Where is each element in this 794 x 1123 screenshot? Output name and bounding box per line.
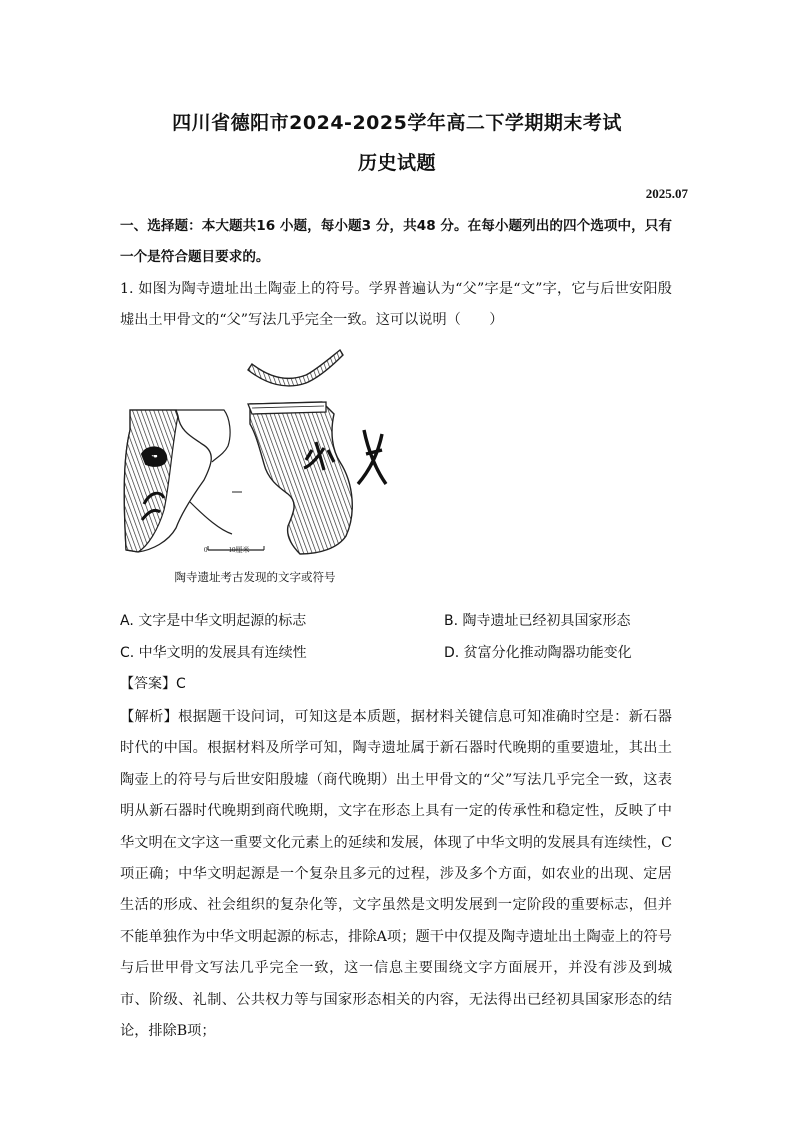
option-b: B. 陶寺遗址已经初具国家形态 [444,613,631,629]
figure-caption: 陶寺遗址考古发现的文字或符号 [174,570,336,584]
question-1-stem: 1. 如图为陶寺遗址出土陶壶上的符号。学界普遍认为“父”字是“文”字，它与后世安阳殷墟出土甲骨文的“父”写法几乎完全一致。这可以说明（ ） [120,281,672,329]
exam-date: 2025.07 [645,186,688,201]
analysis-text: 根据题干设问词，可知这是本质题，据材料关键信息可知准确时空是：新石器时代的中国。根据材料及所学可知，陶寺遗址属于新石器时代晚期的重要遗址，其出土陶壶上的符号与后世安阳殷墟（商代晚期）出土甲骨文的“父”写法几乎完全一致，这表明从新石器时代晚期到商代晚期，文字在形态上具有一定的传承性和稳定性，反映了中华文明在文字这一重要文化元素上的延续和发展，体现了中华文明的发展具有连续性，C项正确；中华文明起源是一个复杂且多元的过程，涉及多个方面，如农业的出现、定居生活的形成、社会组织的复杂化等，文字虽然是文明发展到一定阶段的重要标志，但并不能单独作为中华文明起源的标志，排除A项；题干中仅提及陶寺遗址出土陶壶上的符号与后世甲骨文写法几乎完全一致，这一信息主要围绕文字方面展开，并没有涉及到城市、阶级、礼制、公共权力等与国家形态相关的内容，无法得出已经初具国家形态的结论，排除B项； [120,709,672,1040]
option-d: D. 贫富分化推动陶器功能变化 [444,645,632,661]
section-heading: 一、选择题：本大题共16 小题，每小题3 分，共48 分。在每小题列出的四个选项中，只有一个是符合题目要求的。 [120,218,672,266]
pottery-figure [120,342,390,564]
figure-scale-label: 0 10厘米 [204,546,250,554]
analysis-paragraph [120,702,672,1047]
exam-subtitle: 历史试题 [357,152,436,174]
option-c: C. 中华文明的发展具有连续性 [120,645,307,661]
option-a: A. 文字是中华文明起源的标志 [120,613,307,629]
answer-line: 【答案】C [120,676,186,692]
exam-title: 四川省德阳市2024-2025学年高二下学期期末考试 [172,112,622,134]
analysis-label: 【解析】 [120,709,179,725]
